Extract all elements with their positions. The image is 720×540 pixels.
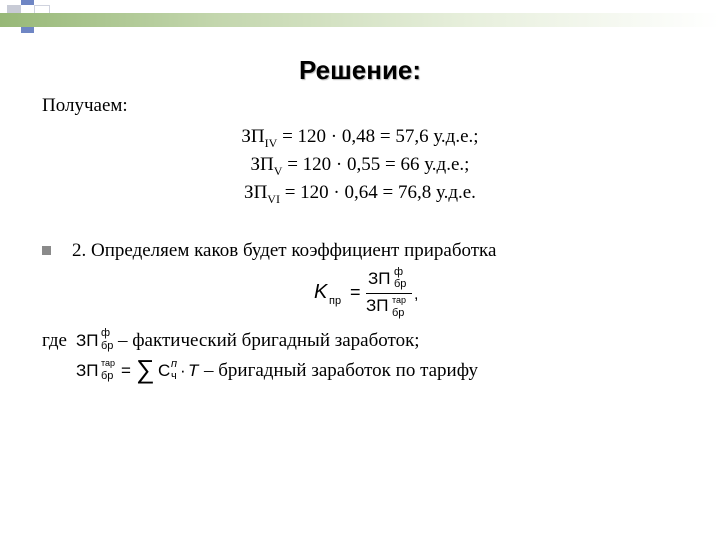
- equation-line-3: [0, 182, 720, 207]
- formula-comma: ,: [414, 286, 419, 303]
- def2-t: T: [188, 361, 199, 380]
- def2-sym: ЗП: [76, 361, 99, 380]
- def1-sym: ЗП: [76, 331, 99, 350]
- equation-lhs-subscript: V: [273, 163, 283, 178]
- formula-denominator: ЗП: [366, 296, 389, 315]
- equation-lhs: ЗП: [250, 154, 274, 175]
- def2-c-subscript: ч: [171, 370, 177, 382]
- def1-text: – фактический бригадный заработок;: [118, 330, 420, 351]
- equation-line-2: [0, 154, 720, 179]
- formula-numerator-superscript: ф: [394, 266, 404, 278]
- def1-symbol: [76, 326, 120, 356]
- coefficient-formula: [314, 266, 424, 326]
- formula-numerator: ЗП: [368, 269, 391, 288]
- equation-lhs: ЗП: [241, 126, 265, 147]
- def2-superscript: тар: [101, 358, 116, 368]
- def1-subscript: бр: [101, 340, 114, 352]
- formula-k: K: [314, 281, 328, 303]
- equation-rhs: = 120 · 0,55 = 66 у.д.е.;: [282, 154, 470, 175]
- equation-rhs: = 120 · 0,48 = 57,6 у.д.е.;: [277, 126, 479, 147]
- def2-c-superscript: п: [171, 358, 178, 370]
- header-decoration: [0, 0, 720, 40]
- def2-dot: ·: [180, 361, 186, 380]
- slide-title: Решение:: [298, 55, 422, 85]
- formula-denominator-superscript: тар: [392, 295, 407, 305]
- header-gradient-bar: [0, 13, 720, 27]
- decor-square-4: [21, 0, 34, 5]
- def2-c: С: [158, 361, 171, 380]
- step-text: 2. Определяем каков будет коэффициент приработка: [72, 240, 497, 261]
- equation-lhs: ЗП: [244, 182, 268, 203]
- formula-k-subscript: пр: [329, 295, 342, 307]
- def2-equals: =: [121, 361, 131, 380]
- def1-superscript: ф: [101, 327, 111, 339]
- intro-text: Получаем:: [42, 95, 128, 116]
- formula-denominator-subscript: бр: [392, 307, 405, 319]
- equation-line-1: [0, 126, 720, 151]
- equation-lhs-subscript: IV: [264, 135, 278, 150]
- def2-subscript: бр: [101, 370, 114, 382]
- formula-equals: =: [350, 282, 361, 302]
- where-label: где: [42, 330, 67, 351]
- equation-lhs-subscript: VI: [267, 191, 280, 206]
- bullet-square-icon: [42, 246, 51, 255]
- equation-rhs: = 120 · 0,64 = 76,8 у.д.е.: [279, 182, 476, 203]
- def2-text: – бригадный заработок по тарифу: [204, 360, 479, 381]
- def2-formula: [76, 356, 204, 386]
- fraction-bar: [366, 293, 412, 294]
- formula-numerator-subscript: бр: [394, 278, 407, 290]
- sum-icon: ∑: [136, 354, 155, 384]
